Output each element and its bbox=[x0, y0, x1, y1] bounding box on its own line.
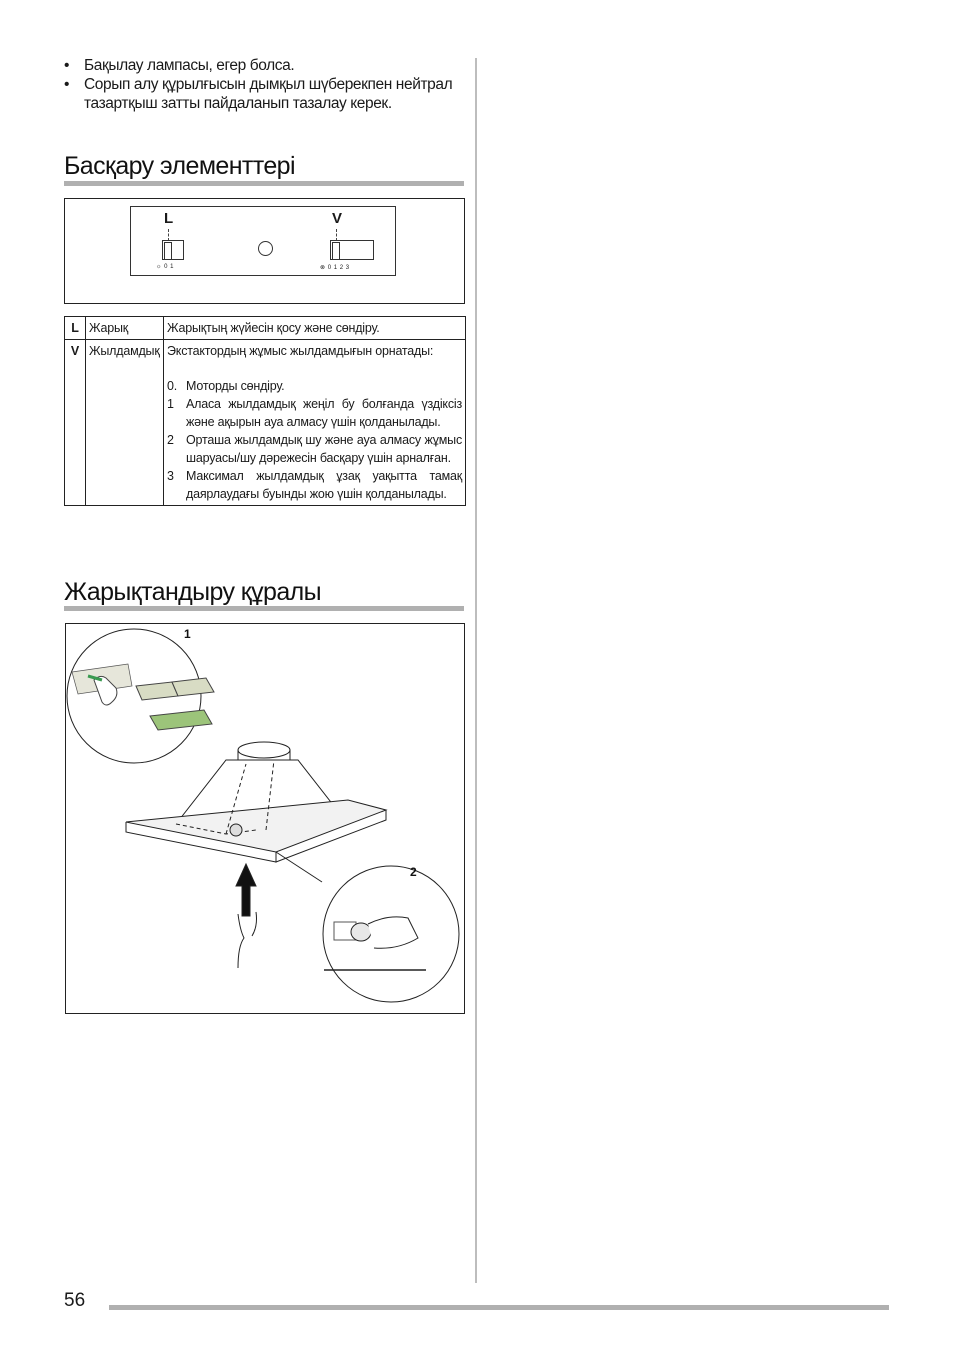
control-panel-figure bbox=[64, 198, 465, 304]
lighting-heading: Жарықтандыру құралы bbox=[64, 578, 321, 606]
light-scale: ☼ 0 1 bbox=[156, 264, 175, 270]
controls-table bbox=[64, 316, 466, 506]
callout-2: 2 bbox=[410, 865, 417, 879]
speed-item: 3 Максимал жылдамдық ұзақ уақытта тамақ даярлаудағы буынды жою үшін қолданылады. bbox=[167, 469, 462, 501]
page-number: 56 bbox=[64, 1290, 86, 1311]
up-arrow-icon bbox=[236, 864, 256, 916]
speed-item: 0. Моторды сөндіру. bbox=[167, 379, 285, 393]
grease-filter-green bbox=[150, 710, 212, 730]
control-key: L bbox=[65, 317, 86, 340]
control-panel bbox=[130, 206, 396, 276]
table-row bbox=[65, 340, 466, 506]
hood-outlet-collar bbox=[238, 742, 290, 758]
heading-rule bbox=[64, 181, 464, 186]
control-key: V bbox=[65, 340, 86, 506]
indicator-lamp bbox=[258, 241, 273, 256]
fan-icon: ⊗ bbox=[320, 265, 326, 271]
light-switch bbox=[162, 240, 184, 260]
light-bulb-icon: ☼ bbox=[156, 264, 162, 270]
control-description: Жарықтың жүйесін қосу және сөндіру. bbox=[164, 317, 466, 340]
grease-filter bbox=[136, 682, 178, 700]
bullet-item: • Сорып алу құрылғысын дымқыл шүберекпен нейтрал тазартқыш затты пайдаланып тазалау керек. bbox=[64, 75, 469, 113]
speed-scale: ⊗ 0 1 2 3 bbox=[320, 265, 350, 271]
speed-item: 2 Орташа жылдамдық шу және ауа алмасу жұмыс шаруасы/шу дәрежесін басқару үшін арналған. bbox=[167, 433, 462, 465]
speed-item: 1 Аласа жылдамдық жеңіл бу болғанда үздіксіз және ақырын ауа алмасу үшін қолданылады. bbox=[167, 397, 462, 429]
speed-switch bbox=[330, 240, 374, 260]
speed-intro: Экстактордың жұмыс жылдамдығын орнатады: bbox=[167, 344, 434, 358]
control-name: Жарық bbox=[86, 317, 164, 340]
lamp-replacement-illustration bbox=[65, 623, 465, 1014]
heading-rule bbox=[64, 606, 464, 611]
bullet-item: • Бақылау лампасы, егер болса. bbox=[64, 56, 469, 75]
hood-drawing bbox=[66, 624, 464, 1013]
control-name: Жылдамдық bbox=[86, 340, 164, 506]
light-label: L bbox=[164, 210, 174, 227]
speed-label: V bbox=[332, 210, 343, 227]
controls-heading: Басқару элементтері bbox=[64, 152, 295, 180]
bullet-list bbox=[64, 56, 469, 113]
table-row bbox=[65, 317, 466, 340]
callout-1: 1 bbox=[184, 627, 191, 641]
grease-filter bbox=[172, 678, 214, 696]
bulb-icon bbox=[351, 923, 371, 941]
control-description bbox=[164, 340, 466, 506]
hand-icon bbox=[238, 912, 257, 968]
column-divider bbox=[475, 58, 477, 1283]
footer-rule bbox=[109, 1305, 889, 1310]
speed-list bbox=[167, 377, 462, 503]
lamp-icon bbox=[230, 824, 242, 836]
